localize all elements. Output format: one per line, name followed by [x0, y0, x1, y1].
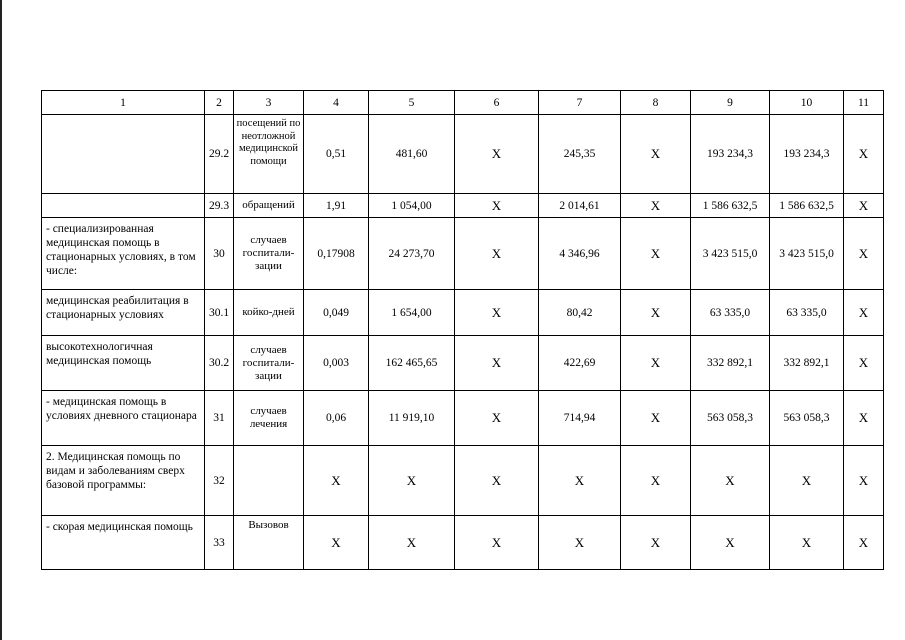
row-value: X — [455, 218, 539, 290]
row-unit: случаев госпитали-зации — [234, 336, 304, 391]
row-value: X — [621, 446, 691, 516]
row-value: 332 892,1 — [691, 336, 770, 391]
row-value: X — [369, 516, 455, 570]
row-value: X — [621, 516, 691, 570]
table-row — [42, 194, 884, 218]
row-number: 30.2 — [205, 336, 234, 391]
header-cell: 10 — [770, 91, 844, 115]
row-value: 332 892,1 — [770, 336, 844, 391]
row-name: - специализированная медицинская помощь в стационарных условиях, в том числе: — [42, 218, 205, 290]
row-value: X — [455, 290, 539, 336]
row-value: X — [455, 516, 539, 570]
row-unit: случаев госпитали-зации — [234, 218, 304, 290]
row-unit: Вызовов — [234, 516, 304, 570]
row-name — [42, 194, 205, 218]
row-value: X — [844, 391, 884, 446]
row-value: 563 058,3 — [691, 391, 770, 446]
row-value: X — [844, 218, 884, 290]
row-value: 63 335,0 — [770, 290, 844, 336]
row-number: 31 — [205, 391, 234, 446]
row-value: X — [844, 446, 884, 516]
row-unit — [234, 446, 304, 516]
row-name: - медицинская помощь в условиях дневного стационара — [42, 391, 205, 446]
row-unit: койко-дней — [234, 290, 304, 336]
row-value: 563 058,3 — [770, 391, 844, 446]
row-value: X — [844, 290, 884, 336]
row-value: 1 654,00 — [369, 290, 455, 336]
row-value: X — [844, 336, 884, 391]
header-cell: 7 — [539, 91, 621, 115]
row-value: X — [691, 516, 770, 570]
row-value: 3 423 515,0 — [770, 218, 844, 290]
row-name: медицинская реабилитация в стационарных условиях — [42, 290, 205, 336]
row-value: X — [369, 446, 455, 516]
row-name: 2. Медицинская помощь по видам и заболеваниям сверх базовой программы: — [42, 446, 205, 516]
row-value: 63 335,0 — [691, 290, 770, 336]
table-row — [42, 218, 884, 290]
row-value: 0,17908 — [304, 218, 369, 290]
row-value: X — [621, 290, 691, 336]
row-value: X — [304, 446, 369, 516]
header-cell: 2 — [205, 91, 234, 115]
row-value: X — [539, 446, 621, 516]
row-value: 422,69 — [539, 336, 621, 391]
header-cell: 1 — [42, 91, 205, 115]
table-row — [42, 290, 884, 336]
row-value: X — [539, 516, 621, 570]
row-name — [42, 115, 205, 194]
row-value: X — [844, 194, 884, 218]
row-value: X — [621, 391, 691, 446]
row-value: X — [691, 446, 770, 516]
row-value: 3 423 515,0 — [691, 218, 770, 290]
row-number: 29.2 — [205, 115, 234, 194]
medical-care-table — [41, 90, 884, 570]
row-number: 32 — [205, 446, 234, 516]
row-value: 24 273,70 — [369, 218, 455, 290]
row-value: X — [621, 218, 691, 290]
row-value: 11 919,10 — [369, 391, 455, 446]
row-value: 162 465,65 — [369, 336, 455, 391]
row-value: 193 234,3 — [770, 115, 844, 194]
row-number: 30 — [205, 218, 234, 290]
row-number: 29.3 — [205, 194, 234, 218]
row-value: X — [621, 336, 691, 391]
row-value: X — [455, 194, 539, 218]
row-number: 30.1 — [205, 290, 234, 336]
table-row — [42, 516, 884, 570]
row-value: 714,94 — [539, 391, 621, 446]
row-value: 0,06 — [304, 391, 369, 446]
header-cell: 11 — [844, 91, 884, 115]
row-value: 0,049 — [304, 290, 369, 336]
row-value: 1 054,00 — [369, 194, 455, 218]
header-cell: 9 — [691, 91, 770, 115]
row-value: 245,35 — [539, 115, 621, 194]
row-value: X — [770, 446, 844, 516]
row-value: 4 346,96 — [539, 218, 621, 290]
header-cell: 6 — [455, 91, 539, 115]
left-margin-line — [0, 0, 2, 640]
row-value: X — [844, 516, 884, 570]
row-unit: обращений — [234, 194, 304, 218]
row-value: X — [455, 446, 539, 516]
row-value: X — [455, 391, 539, 446]
row-value: X — [844, 115, 884, 194]
row-value: 80,42 — [539, 290, 621, 336]
row-value: X — [770, 516, 844, 570]
row-number: 33 — [205, 516, 234, 570]
row-value: 2 014,61 — [539, 194, 621, 218]
header-cell: 8 — [621, 91, 691, 115]
row-value: X — [455, 336, 539, 391]
row-value: 193 234,3 — [691, 115, 770, 194]
row-name: высокотехнологичная медицинская помощь — [42, 336, 205, 391]
header-cell: 4 — [304, 91, 369, 115]
row-name: - скорая медицинская помощь — [42, 516, 205, 570]
row-value: X — [455, 115, 539, 194]
row-value: 1 586 632,5 — [770, 194, 844, 218]
header-cell: 3 — [234, 91, 304, 115]
table-row — [42, 336, 884, 391]
header-row — [42, 91, 884, 115]
row-unit: случаев лечения — [234, 391, 304, 446]
row-value: 0,003 — [304, 336, 369, 391]
header-cell: 5 — [369, 91, 455, 115]
row-unit: посещений по неотложной медицинской помощи — [234, 115, 304, 194]
table-row — [42, 446, 884, 516]
row-value: X — [304, 516, 369, 570]
row-value: X — [621, 194, 691, 218]
table-row — [42, 115, 884, 194]
row-value: 1 586 632,5 — [691, 194, 770, 218]
row-value: 0,51 — [304, 115, 369, 194]
row-value: X — [621, 115, 691, 194]
table-row — [42, 391, 884, 446]
row-value: 481,60 — [369, 115, 455, 194]
row-value: 1,91 — [304, 194, 369, 218]
